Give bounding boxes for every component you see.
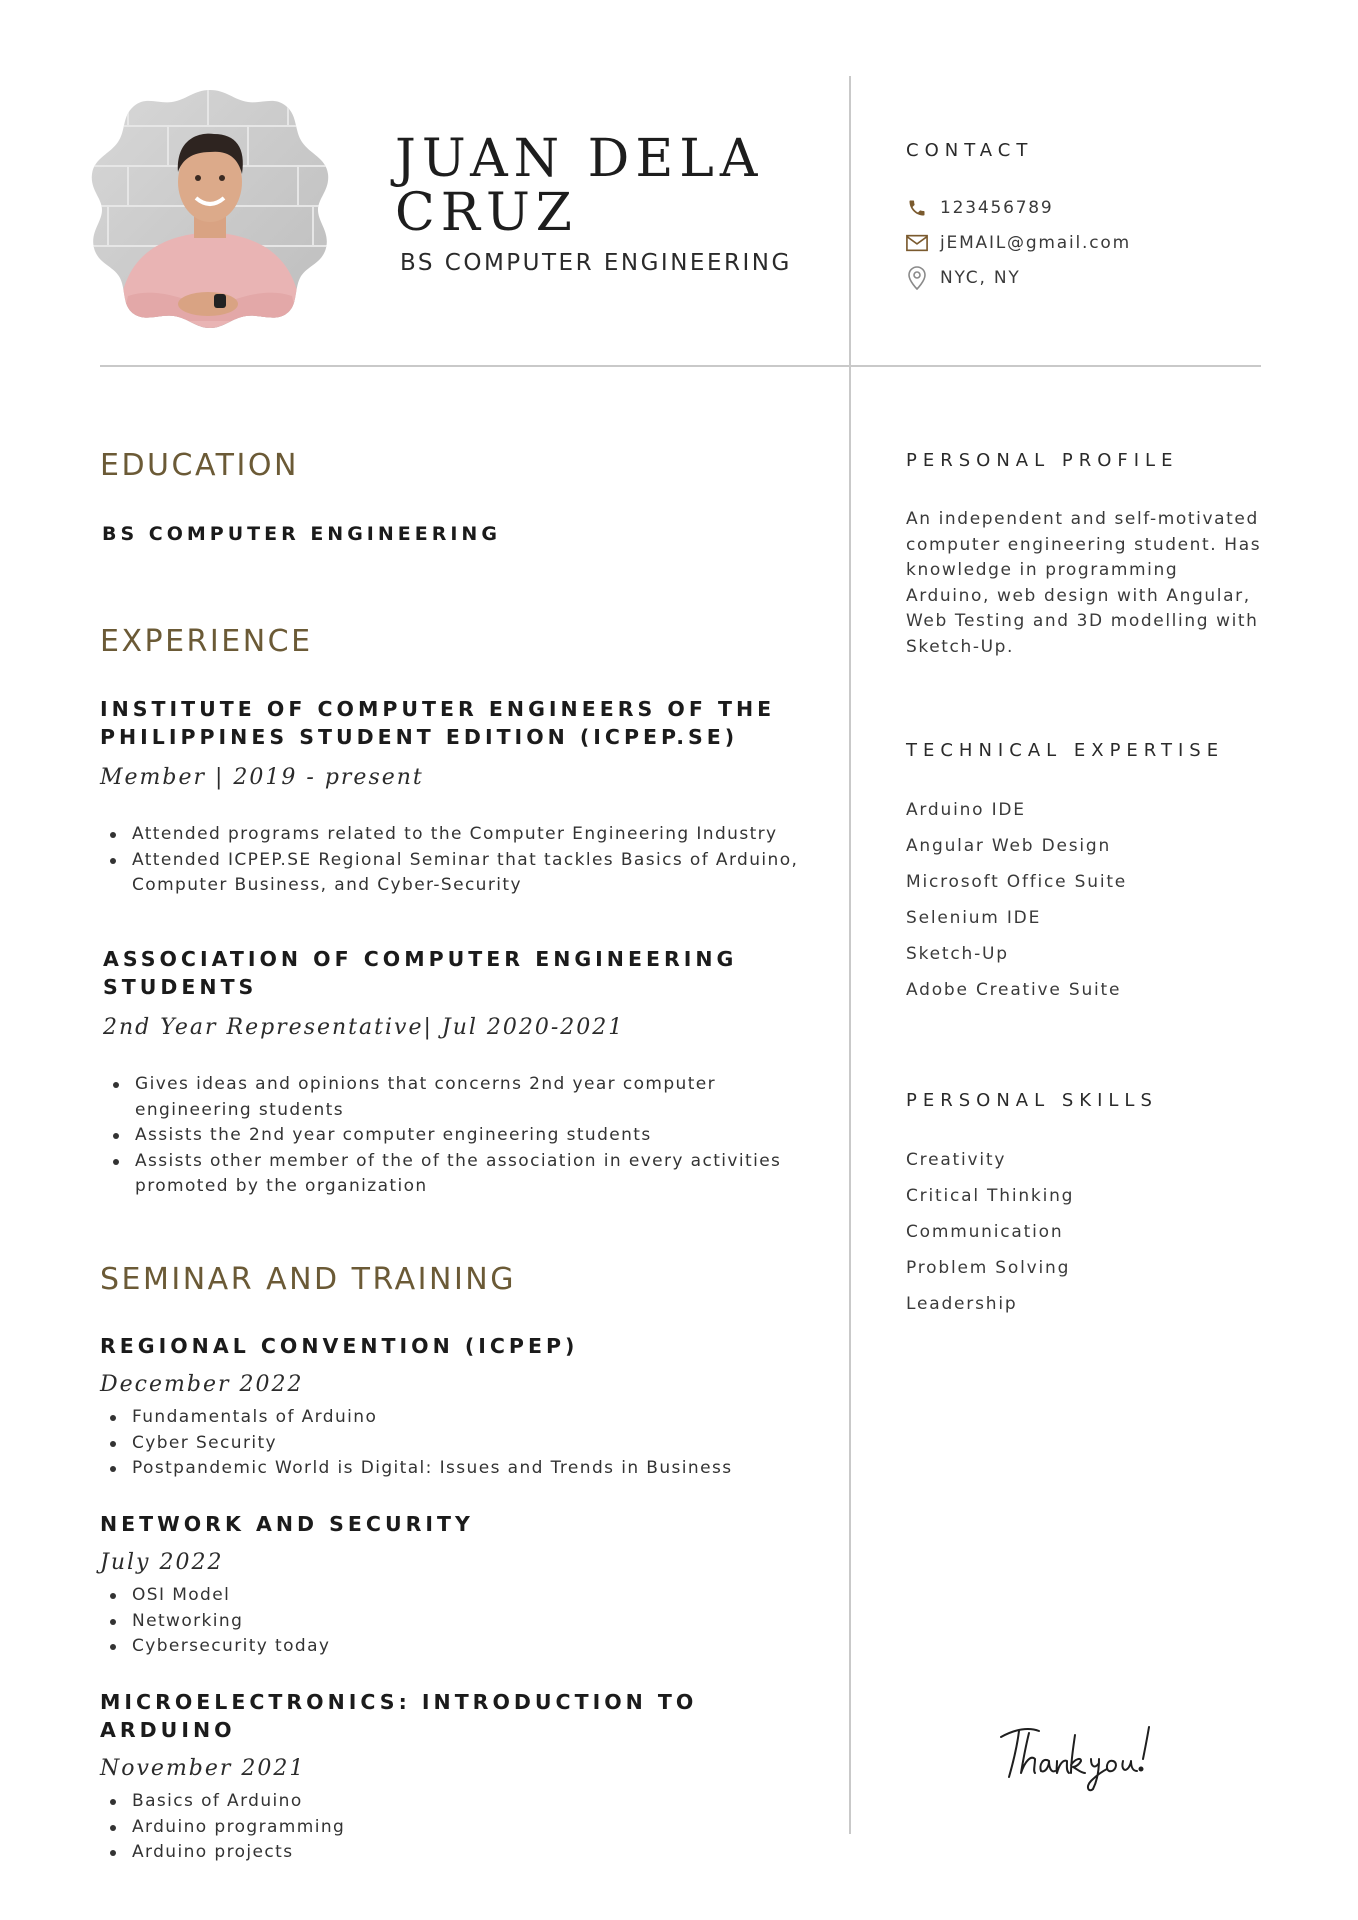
list-item: Adobe Creative Suite [906,980,1122,1000]
experience-bullets [103,1072,803,1200]
list-item: OSI Model [100,1583,800,1609]
list-item: Cybersecurity today [100,1634,800,1660]
list-item: Assists other member of the of the association in every activities promoted by the organization [103,1149,803,1200]
technical-list [906,792,1127,1008]
profile-photo [88,86,332,330]
seminar-name: MICROELECTRONICS: INTRODUCTION TO ARDUINO [100,1690,698,1742]
list-item: Angular Web Design [906,836,1112,856]
experience-role: Member | 2019 - present [100,765,424,790]
list-item: Attended programs related to the Computer Engineering Industry [100,822,800,848]
skills-list [906,1142,1074,1322]
experience-org: INSTITUTE OF COMPUTER ENGINEERS OF THE PHILIPPINES STUDENT EDITION (ICPEP.SE) [100,697,776,749]
experience-role: 2nd Year Representative| Jul 2020-2021 [103,1015,625,1040]
seminar-name: REGIONAL CONVENTION (ICPEP) [100,1334,579,1358]
list-item: Assists the 2nd year computer engineering students [103,1123,803,1149]
education-degree: BS COMPUTER ENGINEERING [102,523,501,545]
seminar-item [100,1510,800,1660]
profile-text: An independent and self-motivated computer engineering student. Has knowledge in programming Arduino, web design with Angular, Web Testing and 3D modelling with Sketch-Up. [906,509,1262,657]
list-item: Attended ICPEP.SE Regional Seminar that tackles Basics of Arduino, Computer Business, and Cyber-Security [100,848,800,899]
full-name: JUAN DELA CRUZ [395,129,764,243]
seminar-date: December 2022 [100,1372,304,1397]
seminar-name: NETWORK AND SECURITY [100,1512,474,1536]
list-item: Gives ideas and opinions that concerns 2nd year computer engineering students [103,1072,803,1123]
experience-title: EXPERIENCE [100,624,313,659]
profile-heading: PERSONAL PROFILE [906,450,1179,471]
phone-text: 123456789 [940,198,1054,218]
list-item: Arduino projects [100,1840,800,1866]
list-item: Selenium IDE [906,908,1042,928]
header-degree: BS COMPUTER ENGINEERING [400,250,792,276]
vertical-divider [849,76,851,1834]
email-text: jEMAIL@gmail.com [940,233,1131,253]
phone-icon [906,197,928,219]
list-item: Networking [100,1609,800,1635]
education-title: EDUCATION [100,448,299,483]
seminar-title: SEMINAR AND TRAINING [100,1262,516,1297]
thank-you-signature [995,1715,1175,1795]
experience-org: ASSOCIATION OF COMPUTER ENGINEERING STUDENTS [103,947,738,999]
list-item: Microsoft Office Suite [906,872,1128,892]
technical-heading: TECHNICAL EXPERTISE [906,740,1225,761]
seminar-bullets [100,1789,800,1866]
list-item: Communication [906,1222,1064,1242]
horizontal-divider [100,365,1261,367]
mail-icon [906,232,928,254]
experience-item [103,945,803,1200]
seminar-item [100,1332,800,1482]
seminar-bullets [100,1583,800,1660]
experience-item [100,695,800,899]
seminar-bullets [100,1405,800,1482]
list-item: Arduino programming [100,1815,800,1841]
list-item: Basics of Arduino [100,1789,800,1815]
list-item: Critical Thinking [906,1186,1075,1206]
seminar-item [100,1688,800,1866]
location-text: NYC, NY [940,268,1021,288]
seminar-date: July 2022 [100,1550,224,1575]
list-item: Sketch-Up [906,944,1009,964]
contact-location [906,267,1021,289]
list-item: Fundamentals of Arduino [100,1405,800,1431]
skills-heading: PERSONAL SKILLS [906,1090,1158,1111]
list-item: Problem Solving [906,1258,1071,1278]
contact-phone[interactable] [906,197,1054,219]
list-item: Cyber Security [100,1431,800,1457]
list-item: Leadership [906,1294,1018,1314]
contact-heading: CONTACT [906,140,1034,161]
contact-email[interactable] [906,232,1131,254]
list-item: Creativity [906,1150,1007,1170]
list-item: Arduino IDE [906,800,1026,820]
list-item: Postpandemic World is Digital: Issues and Trends in Business [100,1456,800,1482]
experience-bullets [100,822,800,899]
seminar-date: November 2021 [100,1756,306,1781]
location-pin-icon [906,267,928,289]
